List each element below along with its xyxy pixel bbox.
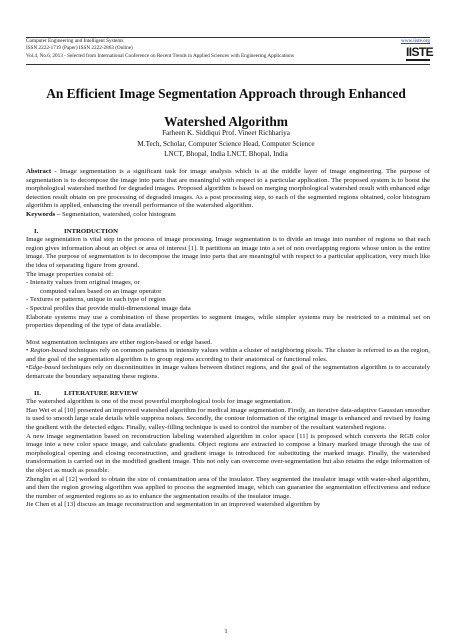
region-based-text: techniques rely on common patterns in intensity values within a cluster of neighboring pixels. The cluster is referred to as the region, and the goal of the segmentation algorithm is to group regions according to their anatomical or functional roles. [26, 347, 430, 363]
abstract-text: Image segmentation is a significant task for image analysis which is at the middle layer of image engineering. The purpose of segmentation is to decompose the image into parts that are meaningful with respect to a particular application. The proposed system is to boost the morphological watershed method for degraded images. Proposed algorithm is based on merging morphological watershed result with enhanced edge detection result obtain on pre processing of degraded images. As a post processing step, to each of the segmented regions obtained, color histogram algorithm is applied, enhancing the overall performance of the watershed algorithm. [26, 168, 430, 210]
header-bottom-rule [26, 64, 430, 65]
title-line-1: An Efficient Image Segmentation Approach through Enhanced [46, 86, 406, 101]
abstract-label: Abstract - [26, 168, 57, 175]
intro-paragraph-4: Most segmentation techniques are either region-based or edge based. [26, 338, 213, 346]
author-roles: M.Tech, Scholar, Computer Science Head, Computer Science [137, 139, 315, 148]
property-list-item: - Textures or patterns, unique to each type of region [26, 296, 166, 304]
property-list-item: - Intensity values from original images, or [26, 279, 140, 287]
section-title: INTRODUCTION [64, 227, 119, 235]
author-block [20, 128, 432, 160]
section-title: LITERATURE REVIEW [64, 389, 138, 397]
property-list-item: - Spectral profiles that provide multi-dimensional image data [26, 304, 191, 312]
paper-body [26, 168, 430, 510]
edge-based-label: Edge-based [28, 364, 61, 372]
abstract-paragraph [26, 168, 430, 211]
lit-paragraph-2: Hao Wei et al [10] presented an improved watershed algorithm for medical image segmentation. Firstly, an iterative data-adaptive Gaussian smoother is used to smooth large scale details while suppress noises. Secondly, the contour information of the original image is enhanced and revised by fusing the gradient with the detected edges. Finally, valley-filling technique is used to control the number of the resultant watershed regions. [26, 406, 430, 432]
property-list-item-continued: computed values based on an image operator [40, 287, 162, 295]
section-number: II. [34, 389, 41, 397]
intro-paragraph-3: Elaborate systems may use a combination of these properties to segment images, while simpler systems may be restricted to a minimal set on properties depending of the type of data available. [26, 313, 430, 330]
journal-url-link[interactable]: www.iiste.org [401, 38, 430, 44]
lit-paragraph-5: Jie Chen et al [13] discuss an image reconstruction and segmentation in an improved watershed algorithm by [26, 501, 321, 509]
title-line-2: Watershed Algorithm [164, 114, 288, 129]
volume-line: Vol.4, No.6, 2013 - Selected from International Conference on Recent Trends in Applied Sciences with Engineering Applications [26, 52, 294, 59]
spacer [26, 220, 430, 228]
section-heading-literature-review [34, 390, 430, 399]
lit-paragraph-4: Zhenglin et al [12] worked to obtain the size of contamination area of the insulator. They segmented the insulator image with water-shed algorithm, and then the region growing algorithm was applied to process the segmented image, which can guarantee the segmentation effectiveness and reduce the number of segmented regions so as to enhance the segmentation results of the insulator image. [26, 475, 430, 500]
edge-based-text: techniques rely on discontinuities in image values between distinct regions, and the goal of the segmentation algorithm is to accurately demarcate the boundary separating these regions. [26, 364, 430, 381]
logo-bar [406, 59, 430, 61]
lit-paragraph-3: A new image segmentation based on reconstruction labeling watershed algorithm in color space [11] is proposed which converts the RGB color image into a new color space image, and calculate gradients. Object regions are extracted to compose a binary marked image through the use of morphological opening and closing reconstruction, and gradient image is introduced for substituting the marked image. Finally, the watershed transformation is carried out in the modified gradient image. This not only can overcome over-segmentation but also retains the edge information of the object as much as possible. [26, 432, 430, 474]
iiste-logo [406, 45, 434, 62]
page-number: 1 [224, 628, 228, 635]
header-top-rule [26, 37, 430, 38]
keywords-paragraph [26, 211, 430, 220]
author-names: Farheen K. Siddiqui Prof. Vineet Richhariya [162, 129, 290, 137]
lit-paragraph-1: The watershed algorithm is one of the most powerful morphological tools for image segmentation. [26, 398, 293, 406]
region-based-paragraph: • Region-based techniques rely on common patterns in intensity values within a cluster of neighboring pixels. The cluster is referred to as the region, and the goal of the segmentation algorithm is to group regions according to their anatomical or functional roles. [26, 347, 430, 363]
section-number: I. [34, 227, 39, 235]
intro-paragraph-1: Image segmentation is vital step in the process of image processing. Image segmentation is to divide an image into number of regions so that each region gives information about an object or area of interest [1]. It partitions an image into a set of non overlapping regions whose union is the entire image. The purpose of segmentation is to decompose the image into parts that are meaningful with respect to a particular application, very much like the idea of separating figure from ground. [26, 236, 430, 269]
region-based-label: Region-based [30, 347, 68, 355]
issn-line: ISSN 2222-1719 (Paper) ISSN 2222-2863 (Online) [26, 45, 133, 52]
intro-paragraph-2: The image properties consist of: [26, 270, 113, 278]
logo-text: IISTE [406, 45, 434, 59]
keywords-label: Keywords – [26, 210, 61, 218]
section-heading-introduction [34, 228, 430, 237]
spacer [26, 382, 430, 390]
spacer [26, 331, 430, 339]
author-affiliations: LNCT, Bhopal, India LNCT, Bhopal, India [164, 150, 288, 158]
journal-header [26, 38, 434, 60]
journal-name: Computer Engineering and Intelligent Systems [26, 38, 124, 44]
edge-based-paragraph: •Edge-based techniques rely on discontinuities in image values between distinct regions, and the goal of the segmentation algorithm is to accurately demarcate the boundary separating these regions. [26, 364, 430, 381]
keywords-text: Segmentation, watershed, color histogram [60, 210, 176, 218]
